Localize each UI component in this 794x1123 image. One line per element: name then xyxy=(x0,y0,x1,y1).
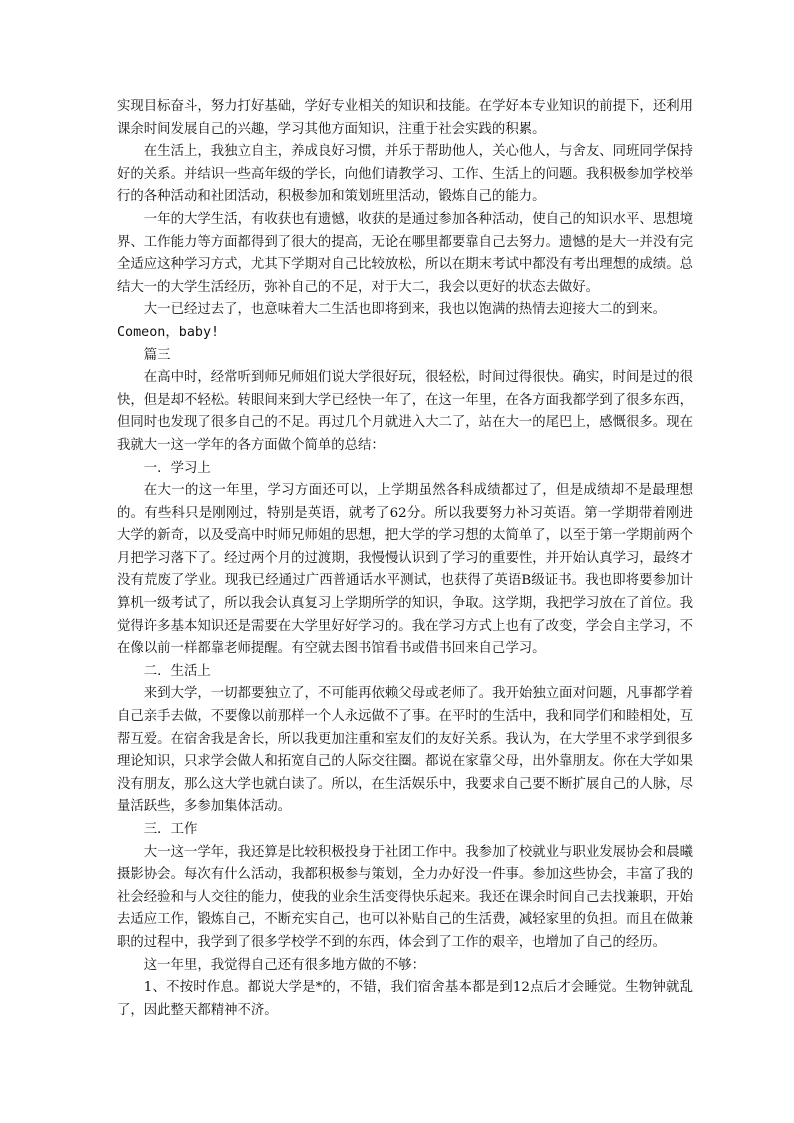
paragraph-life: 在生活上，我独立自主，养成良好习惯，并乐于帮助他人，关心他人，与舍友、同班同学保持好的关系。并结识一些高年级的学长，向他们请教学习、工作、生活上的问题。我积极参加学校举行的各种活动和社团活动，积极参加和策划班里活动，锻炼自己的能力。 xyxy=(117,144,693,205)
paragraph-high-school: 在高中时，经常听到师兄师姐们说大学很好玩，很轻松，时间过得很快。确实，时间是过的很快，但是却不轻松。转眼间来到大学已经快一年了，在这一年里，在各方面我都学到了很多东西，但同时也发现了很多自己的不足。再过几个月就进入大二了，站在大一的尾巴上，感慨很多。现在我就大一这一学年的各方面做个简单的总结： xyxy=(117,370,693,453)
section-heading-work: 三．工作 xyxy=(143,822,198,837)
document-body xyxy=(117,96,693,1022)
section-heading-part-three: 篇三 xyxy=(143,347,171,363)
section-heading-study: 一．学习上 xyxy=(143,460,211,476)
section-heading-life: 二．生活上 xyxy=(143,663,211,679)
paragraph-year-summary: 一年的大学生活，有收获也有遗憾，收获的是通过参加各种活动，使自己的知识水平、思想境界、工作能力等方面都得到了很大的提高，无论在哪里都要靠自己去努力。遗憾的是大一并没有完全适应这种学习方式，尤其下学期对自己比较放松，所以在期末考试中都没有考出理想的成绩。总结大一的大学生活经历，弥补自己的不足，对于大二，我会以更好的状态去做好。 xyxy=(117,211,693,295)
paragraph-shortcomings-intro: 这一年里，我觉得自己还有很多地方做的不够： xyxy=(143,957,425,973)
list-item-schedule: 1、不按时作息。都说大学是*的，不错，我们宿舍基本都是到12点后才会睡觉。生物钟就乱了，因此整天都精神不济。 xyxy=(117,980,693,1018)
paragraph-study: 在大一的这一年里，学习方面还可以，上学期虽然各科成绩都过了，但是成绩却不是最理想的。有些科只是刚刚过，特别是英语，就考了62分。所以我要努力补习英语。第一学期带着刚进大学的新奇，以及受高中时师兄师姐的思想，把大学的学习想的太简单了，以至于第一学期前两个月把学习落下了。经过两个月的过渡期，我慢慢认识到了学习的重要性，并开始认真学习，最终才没有荒废了学业。现我已经通过广西普通话水平测试，也获得了英语B级证书。我也即将要参加计算机一级考试了，所以我会认真复习上学期所学的知识，争取。这学期，我把学习放在了首位。我觉得许多基本知识还是需要在大学里好好学习的。我在学习方式上也有了改变，学会自主学习，不在像以前一样都靠老师提醒。有空就去图书馆看书或借书回来自己学习。 xyxy=(117,483,693,657)
paragraph-sophomore-welcome: 大一已经过去了，也意味着大二生活也即将到来，我也以饱满的热情去迎接大二的到来。 xyxy=(143,302,667,318)
paragraph-work: 大一这一学年，我还算是比较积极投身于社团工作中。我参加了校就业与职业发展协会和晨曦摄影协会。每次有什么活动，我都积极参与策划，全力办好没一件事。参加这些协会，丰富了我的社会经验和与人交往的能力，使我的业余生活变得快乐起来。我还在课余时间自己去找兼职，开始去适应工作，锻炼自己，不断充实自己，也可以补贴自己的生活费，减轻家里的负担。而且在做兼职的过程中，我学到了很多学校学不到的东西，体会到了工作的艰辛，也增加了自己的经历。 xyxy=(117,844,693,950)
paragraph-comeon: Comeon，baby! xyxy=(117,324,220,340)
paragraph-independent-life: 来到大学，一切都要独立了，不可能再依赖父母或老师了。我开始独立面对问题，凡事都学着自己亲手去做，不要像以前那样一个人永远做不了事。在平时的生活中，我和同学们和睦相处，互帮互爱。在宿舍我是舍长，所以我更加注重和室友们的友好关系。我认为，在大学里不求学到很多理论知识，只求学会做人和拓宽自己的人际交往圈。都说在家靠父母，出外靠朋友。你在大学如果没有朋友，那么这大学也就白读了。所以，在生活娱乐中，我要求自己要不断扩展自己的人脉，尽量活跃些，多参加集体活动。 xyxy=(117,686,693,815)
paragraph-goal-striving: 实现目标奋斗，努力打好基础，学好专业相关的知识和技能。在学好本专业知识的前提下，还利用课余时间发展自己的兴趣，学习其他方面知识，注重于社会实践的积累。 xyxy=(117,99,693,137)
